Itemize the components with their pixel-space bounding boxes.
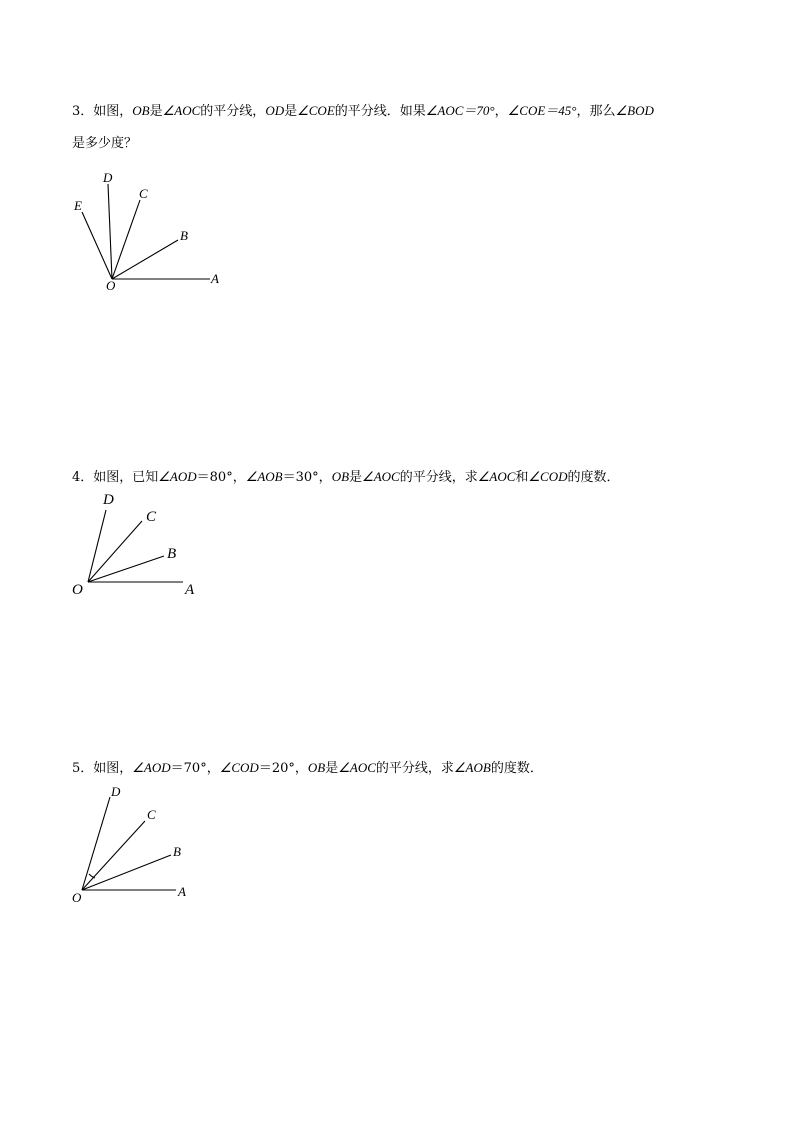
label-B: B xyxy=(180,228,188,243)
label-A: A xyxy=(185,582,195,598)
label-A: A xyxy=(178,884,186,899)
label-E: E xyxy=(74,198,82,213)
label-O: O xyxy=(106,278,116,293)
label-D: D xyxy=(111,784,121,799)
label-C: C xyxy=(139,186,148,201)
ray-OC xyxy=(82,821,145,890)
problem-3-text: 3．如图，OB是∠AOC的平分线，OD是∠COE的平分线．如果∠AOC＝70°，∠COE＝45°，那么∠BOD 是多少度？ xyxy=(72,103,654,151)
label-O: O xyxy=(72,890,82,905)
label-C: C xyxy=(146,509,157,525)
label-B: B xyxy=(173,844,181,859)
label-D: D xyxy=(103,170,113,185)
problem-5-text: 5．如图，∠AOD＝70°，∠COD＝20°，OB是∠AOC的平分线，求∠AOB的度数． xyxy=(72,760,543,776)
label-D: D xyxy=(103,492,114,508)
label-A: A xyxy=(211,271,219,286)
label-B: B xyxy=(167,546,177,562)
ray-OB xyxy=(82,855,171,890)
problem-4-text: 4．如图，已知∠AOD＝80°，∠AOB＝30°，OB是∠AOC的平分线，求∠AOC和∠COD的度数． xyxy=(72,469,620,485)
label-O: O xyxy=(72,582,83,598)
label-C: C xyxy=(147,807,156,822)
ray-OD xyxy=(82,797,110,890)
